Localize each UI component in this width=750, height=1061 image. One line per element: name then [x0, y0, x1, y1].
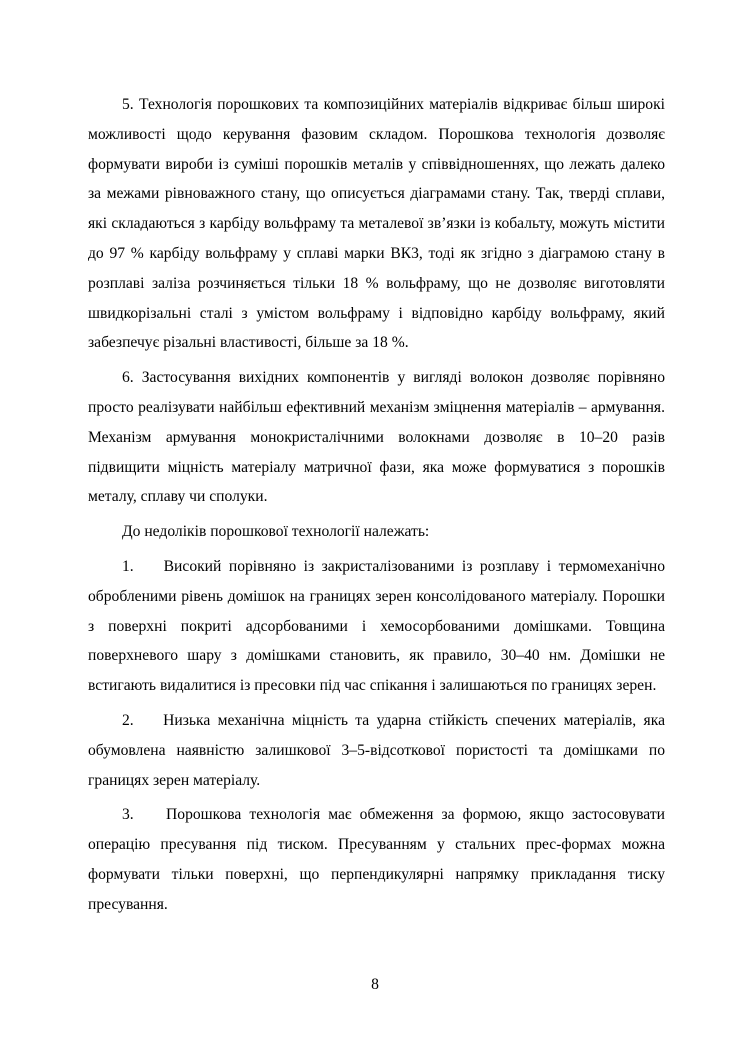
page-number: 8	[371, 976, 379, 993]
paragraph-disadvantage-1-impurities: 1. Високий порівняно із закристалізованими із розплаву і термомеханічно обробленими рівень домішок на границях зерен консолідованого матеріалу. Порошки з поверхні покриті адсорбованими і хемосорбованими домішками. Товщина поверхневого шару з домішками становить, як правило, 30–40 нм. Домішки не встигають видалитися із пресовки під час спікання і залишаються по границях зерен.	[88, 557, 665, 695]
paragraph-6-fiber-reinforcement: 6. Застосування вихідних компонентів у вигляді волокон дозволяє порівняно просто реалізувати найбільш ефективний механізм зміцнення матеріалів – армування. Механізм армування монокристалічними волокнами дозволяє в 10–20 разів підвищити міцність матеріалу матричної фази, яка може формуватися з порошків металу, сплаву чи сполуки.	[88, 369, 665, 506]
paragraph-disadvantage-3-shape: 3. Порошкова технологія має обмеження за формою, якщо застосовувати операцію пресування під тиском. Пресуванням у стальних прес-формах можна формувати тільки поверхні, що перпендикулярні напрямку прикладання тиску пресування.	[88, 806, 665, 913]
paragraph-5-advantages-phase-composition: 5. Технологія порошкових та композиційних матеріалів відкриває більш широкі можливості щодо керування фазовим складом. Порошкова технологія дозволяє формувати вироби із суміші порошків металів у співвідношеннях, що лежать далеко за межами рівноважного стану, що описується діаграмами стану. Так, тверді сплави, які складаються з карбіду вольфраму та металевої зв’язки із кобальту, можуть містити до 97 % карбіду вольфраму у сплаві марки ВК3, тоді як згідно з діаграмою стану в розплаві заліза розчиняється тільки 18 % вольфраму, що не дозволяє виготовляти швидкорізальні сталі з умістом вольфраму і відповідно карбіду вольфраму, який забезпечує різальні властивості, більше за 18 %.	[88, 96, 665, 352]
page-body	[88, 90, 665, 925]
paragraph-disadvantages-intro: До недоліків порошкової технології належать:	[122, 523, 430, 541]
paragraph-disadvantage-2-strength: 2. Низька механічна міцність та ударна стійкість спечених матеріалів, яка обумовлена наявністю залишкової 3–5-відсоткової пористості та домішками по границях зерен матеріалу.	[88, 711, 665, 789]
